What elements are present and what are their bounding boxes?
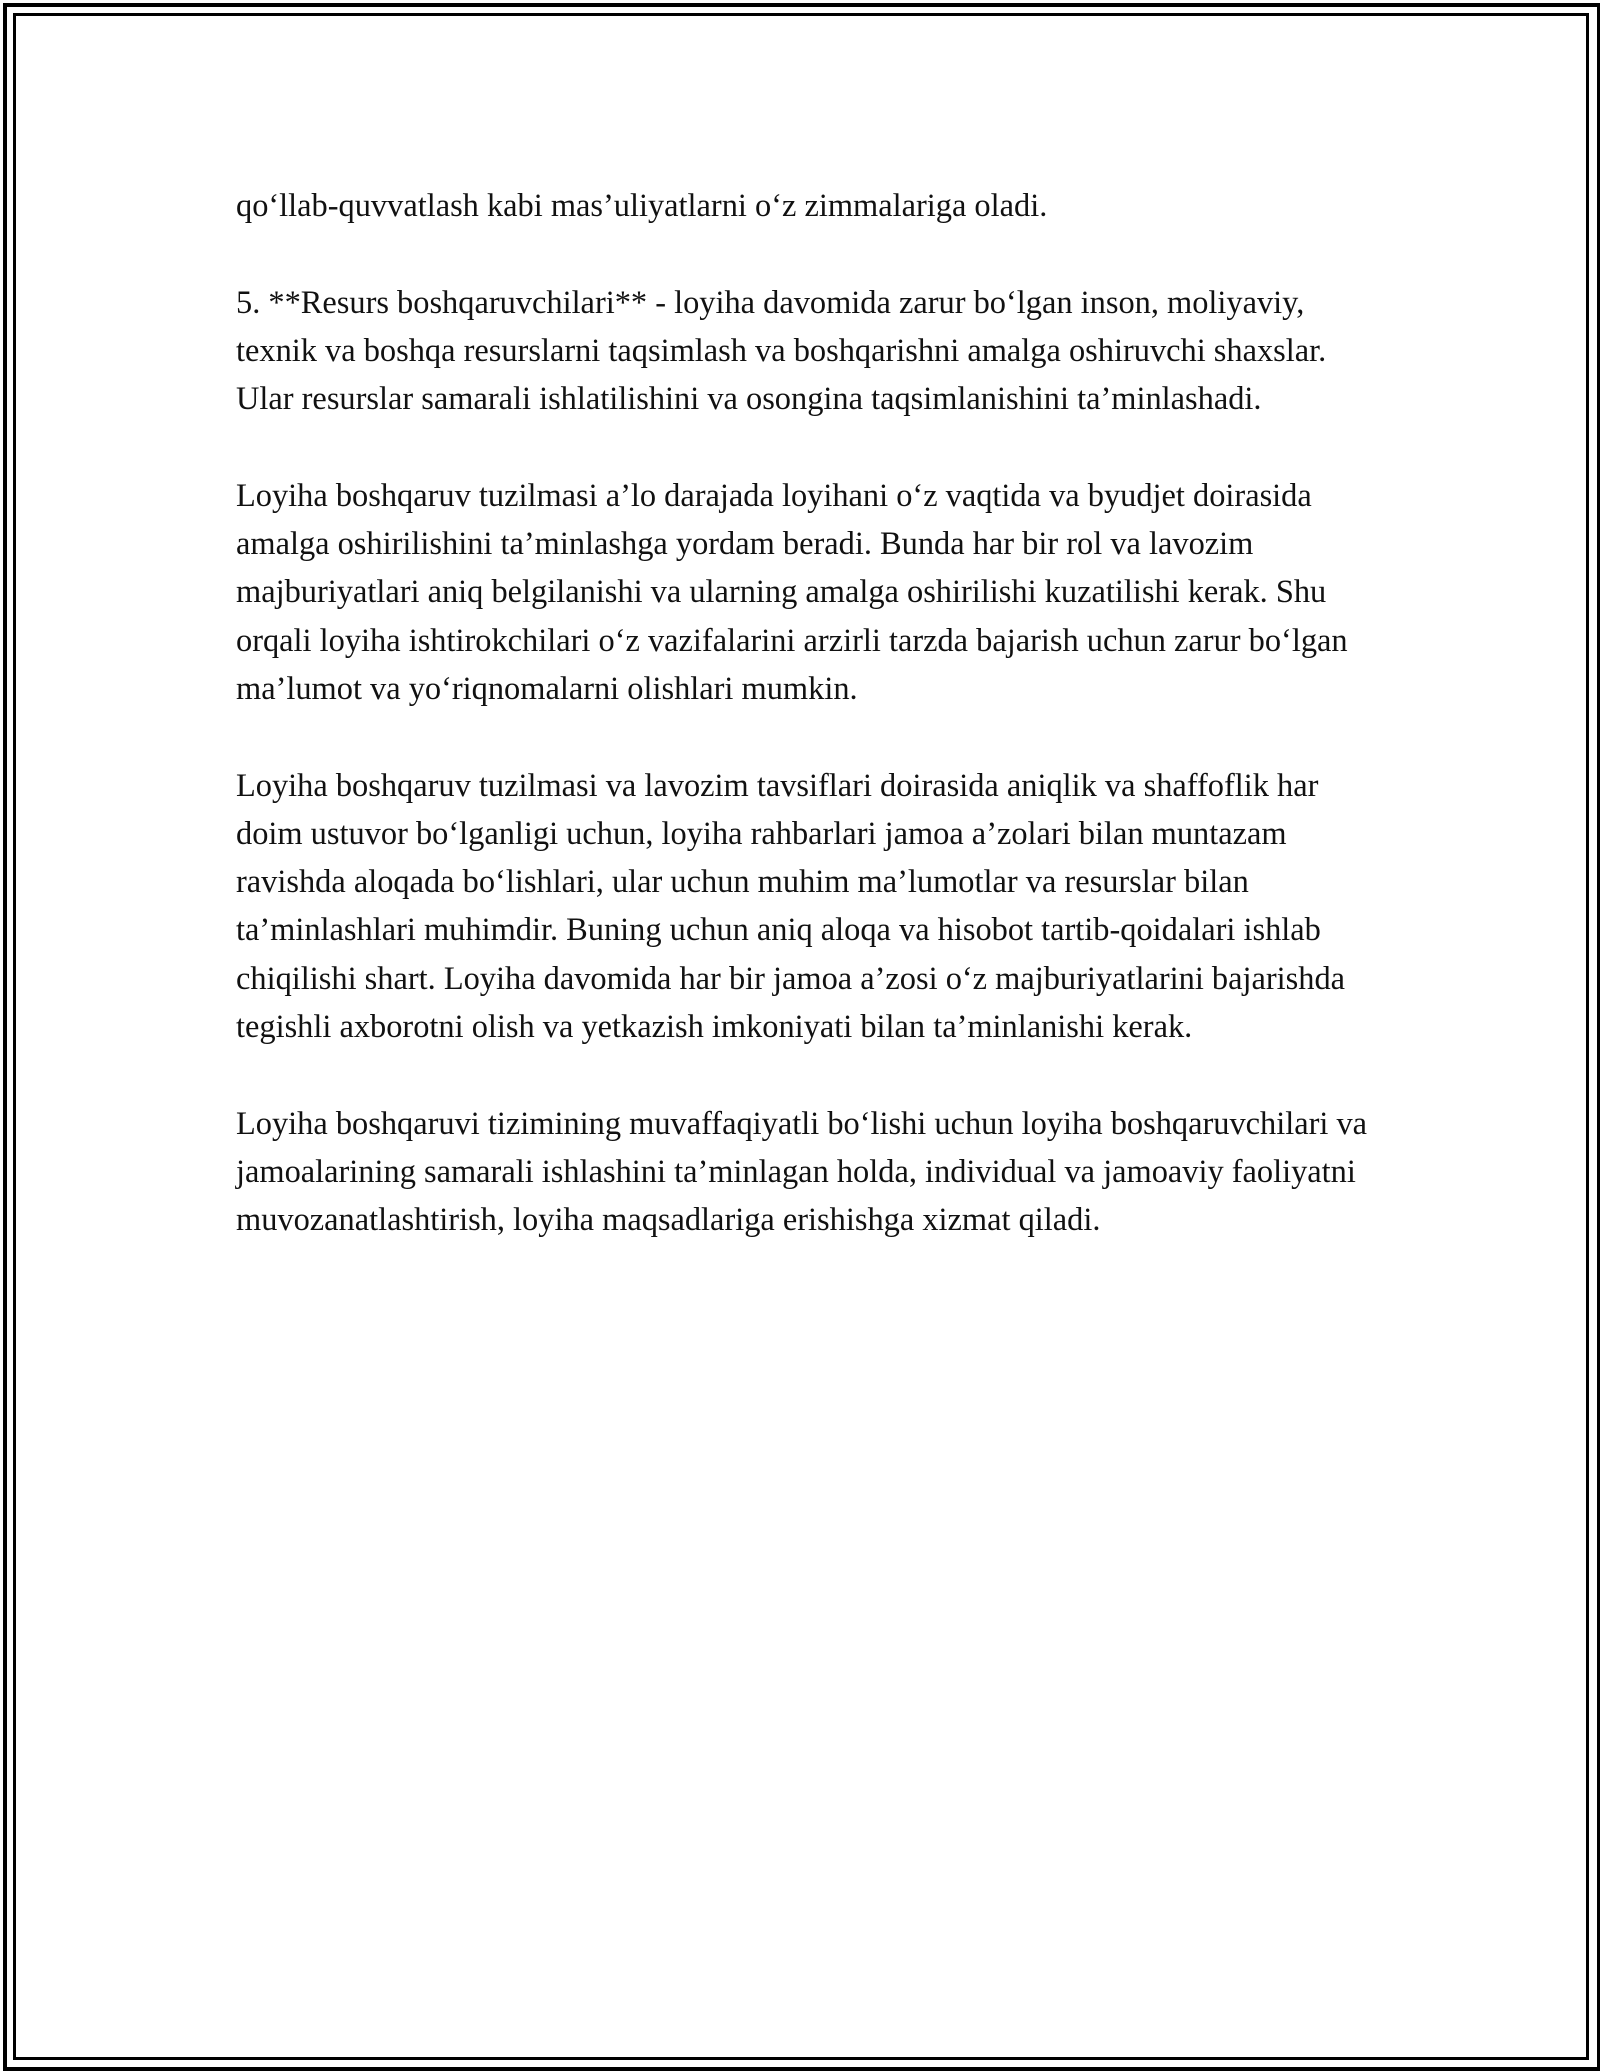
paragraph-muvaffaqiyat: Loyiha boshqaruvi tizimining muvaffaqiyatli bo‘lishi uchun loyiha boshqaruvchilari va jamoalarining samarali ishlashini ta’minlagan holda, individual va jamoaviy faoliyatni muvozanatlashtirish, loyiha maqsadlariga erishishga xizmat qiladi. bbox=[236, 1105, 1368, 1239]
paragraph-continuation: qo‘llab-quvvatlash kabi mas’uliyatlarni o‘z zimmalariga oladi. bbox=[236, 188, 1048, 224]
paragraph-aniqlik: Loyiha boshqaruv tuzilmasi va lavozim tavsiflari doirasida aniqlik va shaffoflik har doim ustuvor bo‘lganligi uchun, loyiha rahbarlari jamoa a’zolari bilan muntazam ravishda aloqada bo‘lishlari, ular uchun muhim ma’lumotlar va resurslar bilan ta’minlashlari muhimdir. Buning uchun aniq aloqa va hisobot tartib-qoidalari ishlab chiqilishi shart. Loyiha davomida har bir jamoa a’zosi o‘z majburiyatlarini bajarishda tegishli axborotni olish va yetkazish imkoniyati bilan ta’minlanishi kerak. bbox=[236, 767, 1346, 1046]
document-body bbox=[236, 182, 1381, 1245]
paragraph-tuzilma: Loyiha boshqaruv tuzilmasi a’lo darajada loyihani o‘z vaqtida va byudjet doirasida amalga oshirilishini ta’minlashga yordam beradi. Bunda har bir rol va lavozim majburiyatlari aniq belgilanishi va ularning amalga oshirilishi kuzatilishi kerak. Shu orqali loyiha ishtirokchilari o‘z vazifalarini arzirli tarzda bajarish uchun zarur bo‘lgan ma’lumot va yo‘riqnomalarni olishlari mumkin. bbox=[236, 477, 1348, 707]
paragraph-resurs-boshqaruvchilari: 5. **Resurs boshqaruvchilari** - loyiha davomida zarur bo‘lgan inson, moliyaviy, texnik va boshqa resurslarni taqsimlash va boshqarishni amalga oshiruvchi shaxslar. Ular resurslar samarali ishlatilishini va osongina taqsimlanishini ta’minlashadi. bbox=[236, 284, 1327, 418]
